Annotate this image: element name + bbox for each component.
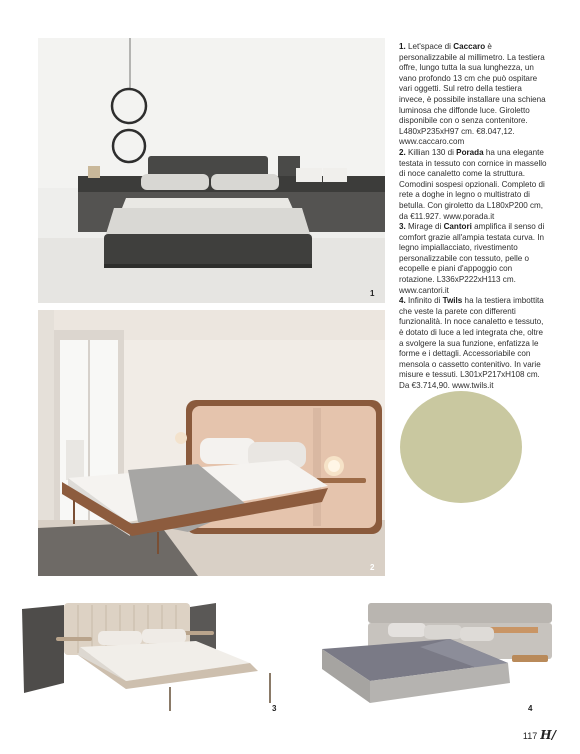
product-entry: 1. Let'space di Caccaro è personalizzabile al millimetro. La testiera offre, lungo tutta la sua lunghezza, un vano profondo 13 cm che può ospitare vari oggetti. Sul retro della testiera invece, è possibile installare una schiena luminosa che diffonde luce. Giroletto disponibile con o senza contenitore. L480xP235xH97 cm. €8.047,12. www.caccaro.com [399, 42, 546, 147]
brand-name: Caccaro [453, 42, 486, 51]
photo-label-3: 3 [272, 704, 277, 713]
brand-name: Cantori [443, 222, 472, 232]
photo-label-1: 1 [370, 289, 375, 298]
photo-porada-bed [38, 310, 385, 576]
photo-caccaro-bed [38, 38, 385, 303]
page-number: 117 [522, 731, 538, 741]
photo-twils-bed [300, 597, 558, 715]
photo-label-2: 2 [370, 563, 375, 572]
accent-circle [400, 391, 522, 503]
photo-label-4: 4 [528, 704, 533, 713]
magazine-logo: H/ [540, 728, 556, 742]
product-entry: 4. Infinito di Twils ha la testiera imbottita che veste la parete con differenti funzionalità. In noce canaletto e tessuto, è dotato di luce a led integrata che, oltre a svolgere la sua funzione, enfatizza le forme e i dettagli. Accessoriabile con mensola o cassetto contenitivo. In varie misure e tessuti. L301xP217xH108 cm. Da €3.714,90. www.twils.it [399, 296, 544, 390]
page-folio [523, 728, 556, 742]
brand-name: Porada [456, 147, 484, 157]
product-entry: 2. Killian 130 di Porada ha una elegante testata in tessuto con cornice in massello di noce canaletto come la struttura. Comodini sospesi opzionali. Completo di rete a doghe in legno o multistrato di betulla. Con giroletto da L180xP200 cm, da €11.927. www.porada.it [399, 147, 547, 221]
product-entry: 3. Mirage di Cantori amplifica il senso di comfort grazie all'ampia testata curva. In legno impiallacciato, rivestimento personalizzabile con tessuto, pelle o ecopelle e piani d'appoggio con rotazione. L336xP222xH113 cm. www.cantori.it [399, 222, 545, 295]
brand-name: Twils [442, 296, 463, 306]
photo-cantori-bed [20, 597, 284, 715]
product-descriptions [399, 42, 549, 392]
